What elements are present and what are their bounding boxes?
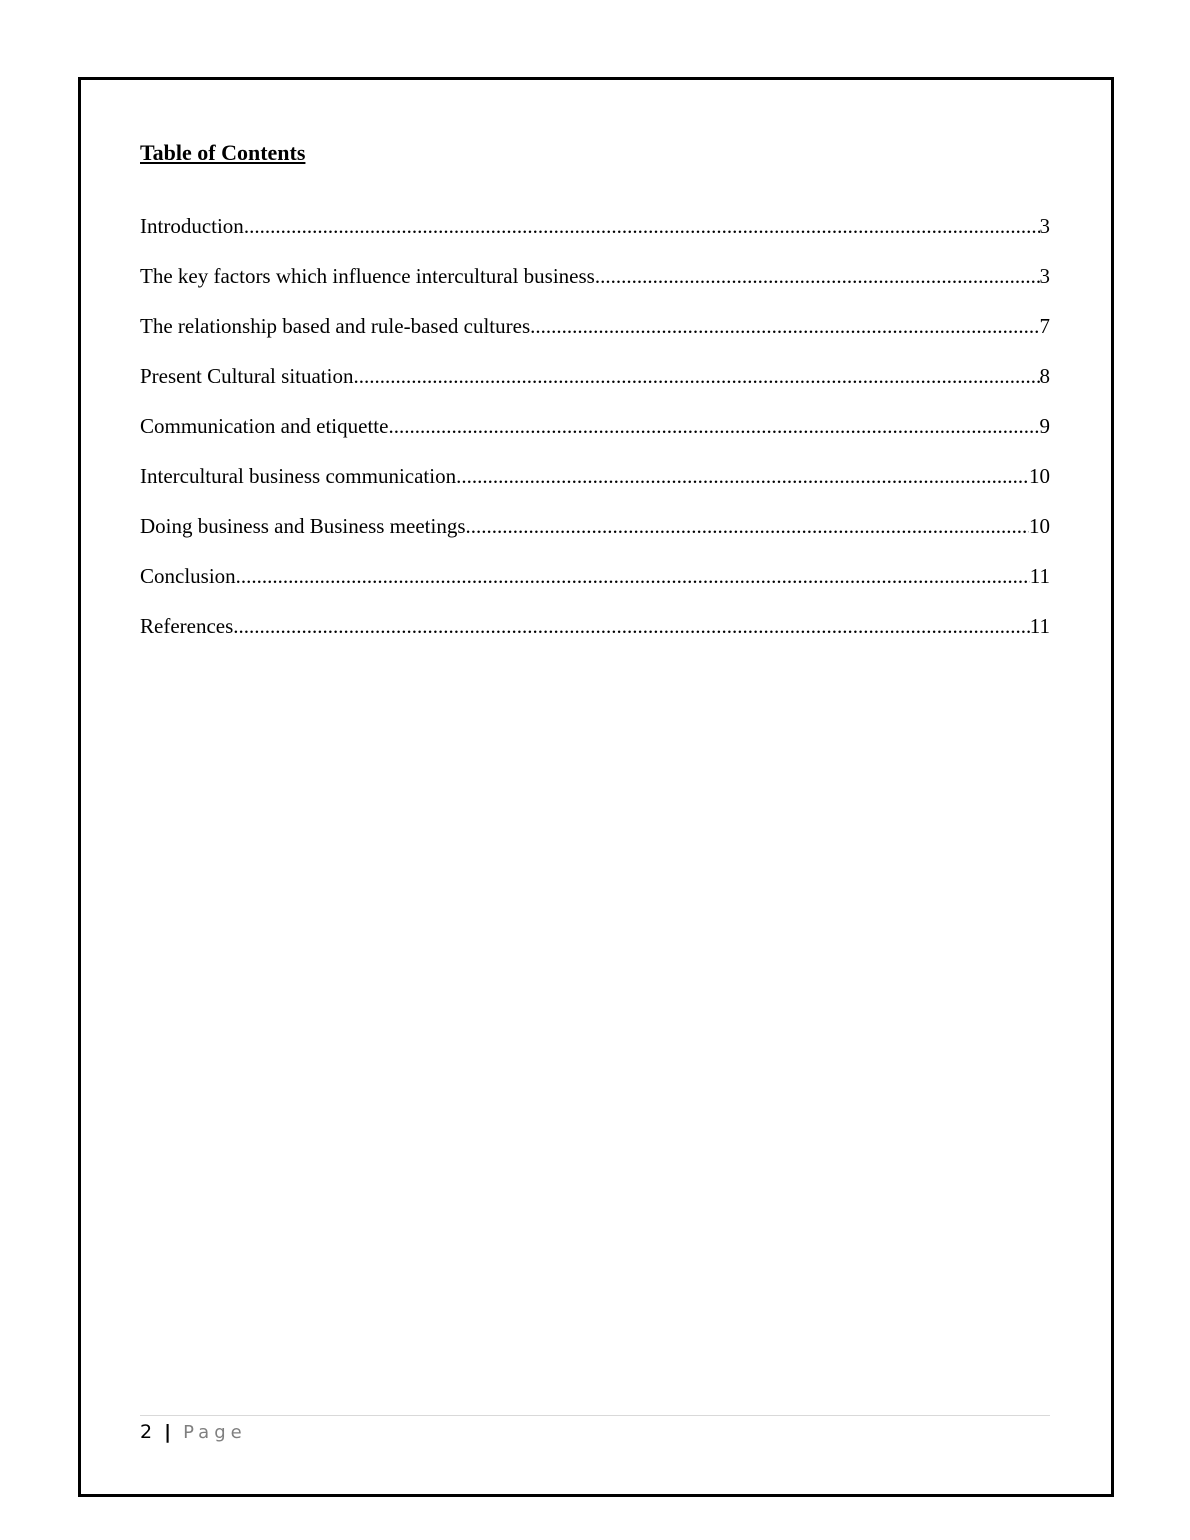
toc-entry-label: References xyxy=(140,614,234,638)
toc-entry-label: Conclusion xyxy=(140,564,236,588)
toc-entry-references[interactable] xyxy=(140,612,1050,662)
toc-entry-page-number: 10 xyxy=(1029,464,1050,488)
toc-entry-conclusion[interactable] xyxy=(140,562,1050,612)
toc-dot-leader xyxy=(236,562,1030,590)
footer-divider xyxy=(140,1415,1050,1416)
toc-entry-intercultural-communication[interactable] xyxy=(140,462,1050,512)
toc-dot-leader xyxy=(595,262,1040,290)
toc-entry-page-number: 9 xyxy=(1039,414,1050,438)
toc-entry-introduction[interactable] xyxy=(140,212,1050,262)
toc-entry-label: Introduction xyxy=(140,214,244,238)
toc-dot-leader xyxy=(456,462,1029,490)
toc-entry-label: Doing business and Business meetings xyxy=(140,514,466,538)
footer-separator: | xyxy=(164,1421,172,1443)
page-footer xyxy=(140,1420,247,1445)
toc-entry-page-number: 3 xyxy=(1039,214,1050,238)
toc-title: Table of Contents xyxy=(140,140,306,165)
toc-dot-leader xyxy=(388,412,1039,440)
footer-page-label: Page xyxy=(183,1422,247,1443)
toc-dot-leader xyxy=(466,512,1030,540)
toc-dot-leader xyxy=(353,362,1039,390)
toc-entry-present-cultural-situation[interactable] xyxy=(140,362,1050,412)
footer-page-number: 2 xyxy=(140,1421,153,1443)
toc-dot-leader xyxy=(244,212,1040,240)
toc-list xyxy=(140,212,1050,662)
toc-entry-label: Intercultural business communication xyxy=(140,464,457,488)
toc-entry-label: The relationship based and rule-based cultures xyxy=(140,314,531,338)
toc-entry-page-number: 11 xyxy=(1029,564,1050,588)
toc-entry-label: Present Cultural situation xyxy=(140,364,354,388)
toc-entry-page-number: 10 xyxy=(1029,514,1050,538)
toc-entry-label: Communication and etiquette xyxy=(140,414,389,438)
toc-dot-leader xyxy=(233,612,1029,640)
toc-dot-leader xyxy=(530,312,1039,340)
toc-entry-page-number: 7 xyxy=(1039,314,1050,338)
toc-entry-page-number: 8 xyxy=(1039,364,1050,388)
toc-entry-page-number: 3 xyxy=(1039,264,1050,288)
toc-entry-label: The key factors which influence intercultural business xyxy=(140,264,595,288)
toc-entry-key-factors[interactable] xyxy=(140,262,1050,312)
toc-entry-communication-etiquette[interactable] xyxy=(140,412,1050,462)
toc-entry-doing-business-meetings[interactable] xyxy=(140,512,1050,562)
toc-entry-relationship-rule-based[interactable] xyxy=(140,312,1050,362)
toc-entry-page-number: 11 xyxy=(1029,614,1050,638)
